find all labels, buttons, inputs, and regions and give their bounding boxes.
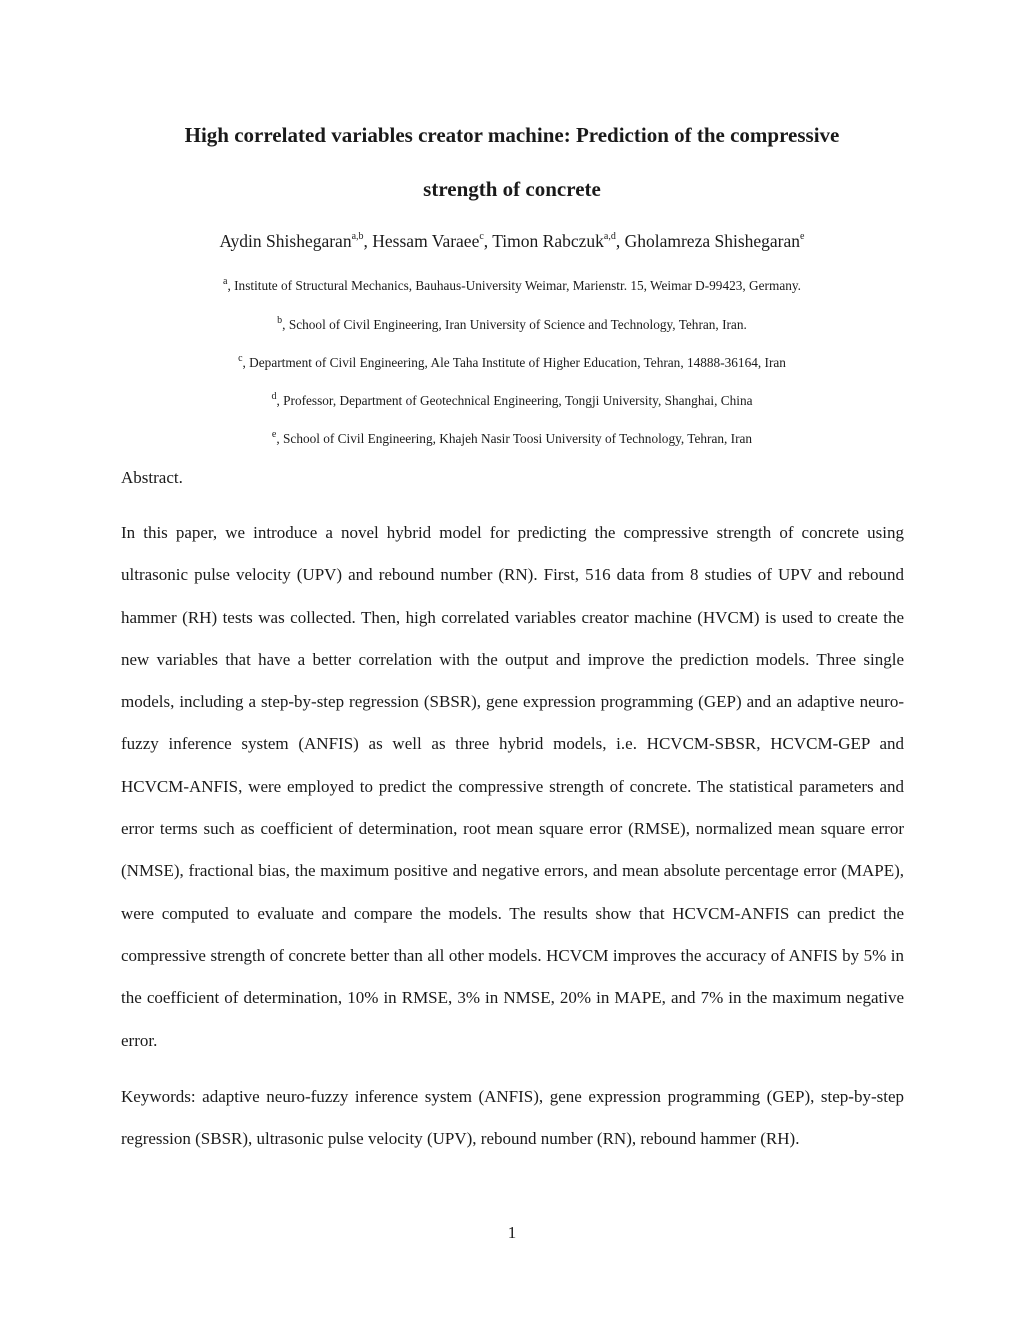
page-number: 1: [507, 1223, 517, 1242]
affiliation-marker: a: [223, 276, 228, 287]
author-list: [60, 228, 964, 254]
affiliation-e: [60, 429, 964, 449]
author-name: Timon Rabczuk: [492, 231, 604, 251]
author-separator: ,: [615, 231, 625, 251]
affiliation-c: [60, 353, 964, 373]
affiliation-marker: b: [277, 315, 283, 326]
affiliation-text: , School of Civil Engineering, Iran University of Science and Technology, Tehran, Iran.: [282, 317, 747, 332]
affiliation-text: , Professor, Department of Geotechnical Engineering, Tongji University, Shanghai, China: [276, 393, 753, 408]
paper-title-line-2: strength of concrete: [423, 177, 601, 201]
paper-title-line-1: High correlated variables creator machine: Prediction of the compressive: [184, 123, 840, 147]
author-separator: ,: [483, 231, 493, 251]
abstract-heading: Abstract.: [121, 468, 183, 487]
author-affiliation-sup: c: [479, 231, 484, 242]
affiliation-b: [60, 315, 964, 335]
affiliation-marker: d: [271, 391, 277, 402]
author-name: Gholamreza Shishegaran: [624, 231, 801, 251]
author-name: Aydin Shishegaran: [219, 231, 352, 251]
author-affiliation-sup: a,b: [351, 231, 364, 242]
affiliation-marker: e: [271, 429, 277, 440]
author-affiliation-sup: e: [800, 231, 805, 242]
keywords-paragraph: Keywords: adaptive neuro-fuzzy inference system (ANFIS), gene expression programming (GEP), step-by-step regression (SBSR), ultrasonic pulse velocity (UPV), rebound number (RN), rebound hammer (RH).: [121, 1087, 904, 1149]
author-name: Hessam Varaee: [372, 231, 480, 251]
affiliation-d: [60, 391, 964, 411]
affiliation-text: , School of Civil Engineering, Khajeh Nasir Toosi University of Technology, Tehran, Iran: [276, 431, 753, 446]
author-separator: ,: [363, 231, 373, 251]
affiliation-marker: c: [238, 353, 243, 364]
affiliation-text: , Department of Civil Engineering, Ale Taha Institute of Higher Education, Tehran, 14888-36164, Iran: [242, 355, 786, 370]
affiliation-text: , Institute of Structural Mechanics, Bauhaus-University Weimar, Marienstr. 15, Weimar D-99423, Germany.: [227, 278, 801, 293]
affiliation-a: [60, 276, 964, 296]
author-affiliation-sup: a,d: [603, 231, 616, 242]
abstract-paragraph: In this paper, we introduce a novel hybrid model for predicting the compressive strength of concrete using ultrasonic pulse velocity (UPV) and rebound number (RN). First, 516 data from 8 studies of UPV and rebound hammer (RH) tests was collected. Then, high correlated variables creator machine (HVCM) is used to create the new variables that have a better correlation with the output and improve the prediction models. Three single models, including a step-by-step regression (SBSR), gene expression programming (GEP) and an adaptive neuro-fuzzy inference system (ANFIS) as well as three hybrid models, i.e. HCVCM-SBSR, HCVCM-GEP and HCVCM-ANFIS, were employed to predict the compressive strength of concrete. The statistical parameters and error terms such as coefficient of determination, root mean square error (RMSE), normalized mean square error (NMSE), fractional bias, the maximum positive and negative errors, and mean absolute percentage error (MAPE), were computed to evaluate and compare the models. The results show that HCVCM-ANFIS can predict the compressive strength of concrete better than all other models. HCVCM improves the accuracy of ANFIS by 5% in the coefficient of determination, 10% in RMSE, 3% in NMSE, 20% in MAPE, and 7% in the maximum negative error.: [121, 523, 904, 1050]
